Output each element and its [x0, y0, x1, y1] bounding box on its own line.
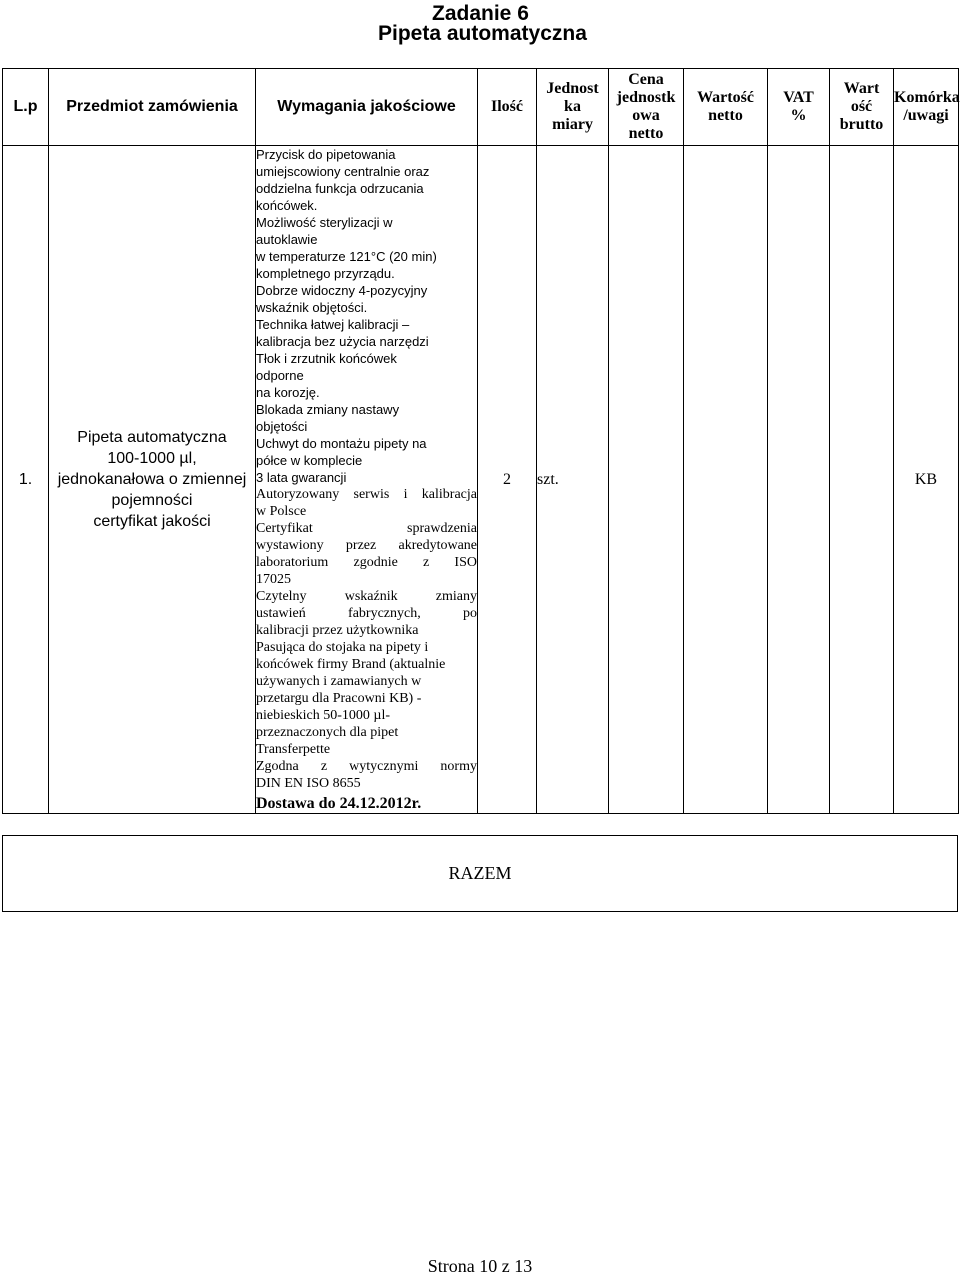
requirement-line: Dobrze widoczny 4-pozycyjny	[256, 283, 428, 298]
requirement-line: odporne	[256, 368, 304, 383]
requirement-line: w temperaturze 121°C (20 min)	[256, 249, 437, 264]
requirement-line: na korozję.	[256, 385, 320, 400]
table-row	[3, 146, 959, 814]
header-cell-notes: Komórka /uwagi	[894, 69, 959, 146]
requirement-line: Zgodna z wytycznymi normy	[256, 759, 477, 774]
unit-price[interactable]	[609, 146, 684, 814]
page-number: Strona 10 z 13	[427, 1256, 533, 1276]
requirement-line: oddzielna funkcja odrzucania	[256, 181, 424, 196]
quantity: 2	[478, 146, 537, 814]
requirement-line: Autoryzowany serwis i kalibracja	[256, 487, 477, 502]
header-gross-value: Wart ość brutto	[830, 69, 894, 146]
requirement-line: w Polsce	[256, 504, 307, 519]
requirement-line: objętości	[256, 419, 308, 434]
header-row	[3, 69, 959, 146]
header-requirements: Wymagania jakościowe	[256, 69, 478, 146]
requirement-line: ustawień fabrycznych, po	[256, 606, 477, 621]
requirement-line: Możliwość sterylizacji w	[256, 215, 393, 230]
requirement-line: Transferpette	[256, 742, 331, 757]
requirement-line: 3 lata gwarancji	[256, 470, 347, 485]
requirement-line: Certyfikat sprawdzenia	[256, 521, 477, 536]
order-table	[2, 68, 959, 814]
requirement-line: Pasująca do stojaka na pipety i	[256, 640, 429, 655]
requirement-line: półce w komplecie	[256, 453, 363, 468]
requirement-line: kalibracja bez użycia narzędzi	[256, 334, 429, 349]
cell-notes: KB	[894, 146, 959, 814]
requirement-line: kompletnego przyrządu.	[256, 266, 395, 281]
header-lp: L.p	[3, 69, 49, 146]
requirement-line: Przycisk do pipetowania	[256, 147, 396, 162]
requirement-line: przeznaczonych dla pipet	[256, 725, 399, 740]
delivery-date: Dostawa do 24.12.2012r.	[256, 795, 422, 812]
row-number: 1.	[3, 146, 49, 814]
summary-label: RAZEM	[3, 836, 958, 912]
requirement-line: końcówek.	[256, 198, 318, 213]
header-qty: Ilość	[478, 69, 537, 146]
gross-value[interactable]	[830, 146, 894, 814]
requirement-line: przetargu dla Pracowni KB) -	[256, 691, 422, 706]
requirement-line: Tłok i zrzutnik końcówek	[256, 351, 397, 366]
requirement-line: laboratorium zgodnie z ISO	[256, 555, 477, 570]
header-net-value: Wartość netto	[684, 69, 768, 146]
requirement-line: wskaźnik objętości.	[256, 300, 368, 315]
document-subtitle: Pipeta automatyczna	[378, 22, 587, 45]
requirement-line: umiejscowiony centralnie oraz	[256, 164, 430, 179]
header-unit: Jednost ka miary	[537, 69, 609, 146]
vat-rate[interactable]	[768, 146, 830, 814]
requirement-line: używanych i zamawianych w	[256, 674, 422, 689]
requirement-line: Uchwyt do montażu pipety na	[256, 436, 427, 451]
header-item: Przedmiot zamówienia	[49, 69, 256, 146]
requirements-list-b	[256, 486, 477, 792]
net-value[interactable]	[684, 146, 768, 814]
header-vat: VAT %	[768, 69, 830, 146]
requirement-line: Czytelny wskaźnik zmiany	[256, 589, 477, 604]
summary-table	[2, 835, 958, 912]
unit: szt.	[537, 146, 609, 814]
requirement-line: 17025	[256, 572, 291, 587]
requirement-line: autoklawie	[256, 232, 318, 247]
requirements-list-a	[256, 146, 477, 486]
requirement-line: niebieskich 50-1000 µl-	[256, 708, 391, 723]
requirement-line: kalibracji przez użytkownika	[256, 623, 419, 638]
requirement-line: końcówek firmy Brand (aktualnie	[256, 657, 446, 672]
summary-row	[3, 836, 958, 912]
header-unit-price: Cena jednostk owa netto	[609, 69, 684, 146]
requirements-cell	[256, 146, 478, 814]
requirement-line: Technika łatwej kalibracji –	[256, 317, 410, 332]
requirement-line: DIN EN ISO 8655	[256, 776, 361, 791]
requirement-line: Blokada zmiany nastawy	[256, 402, 400, 417]
item-description: Pipeta automatyczna 100-1000 µl, jednokanałowa o zmiennej pojemności certyfikat jakości	[49, 146, 256, 814]
document-title: Zadanie 6	[432, 2, 529, 25]
requirement-line: wystawiony przez akredytowane	[256, 538, 477, 553]
